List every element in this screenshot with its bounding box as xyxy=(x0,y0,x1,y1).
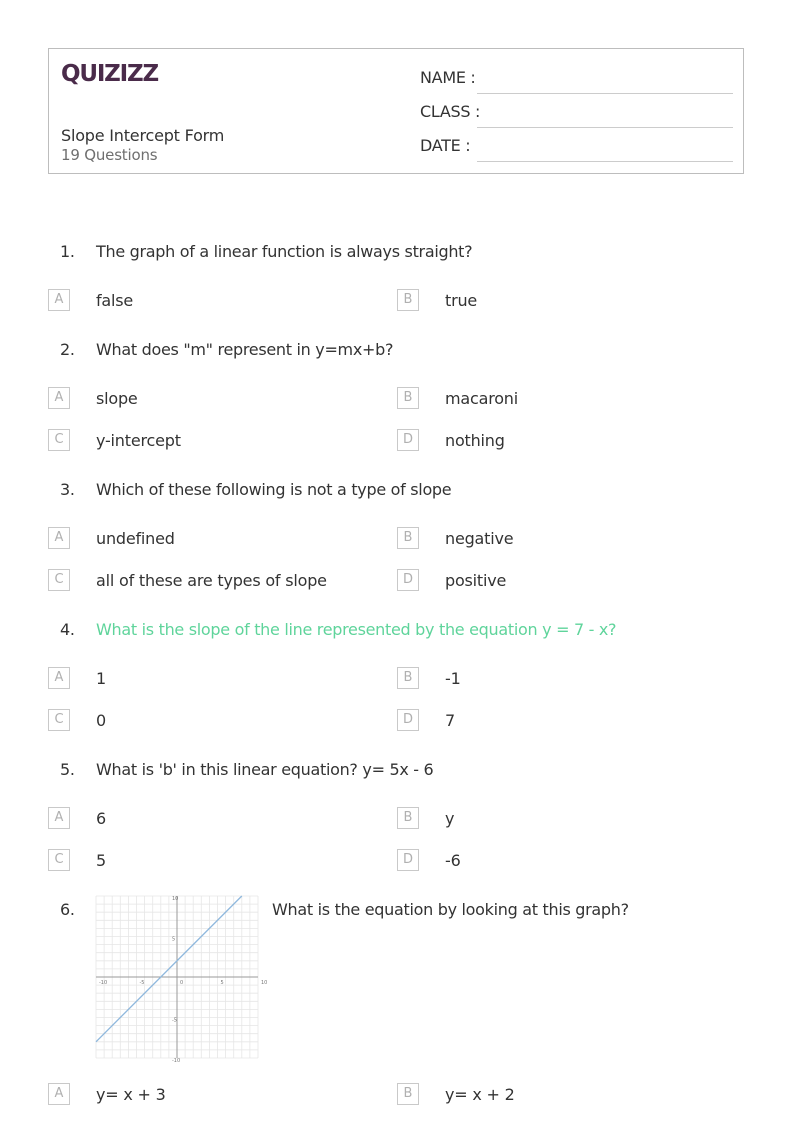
coordinate-graph xyxy=(96,896,268,1064)
date-field[interactable] xyxy=(420,135,733,161)
option-text: true xyxy=(445,291,478,310)
question-text: The graph of a linear function is always straight? xyxy=(96,242,473,261)
option-text: nothing xyxy=(445,431,505,450)
question-number: 1. xyxy=(60,242,75,261)
option-text: 6 xyxy=(96,809,106,828)
option-letter: D xyxy=(397,849,419,871)
svg-text:QUIZIZZ: QUIZIZZ xyxy=(61,61,158,87)
worksheet-title: Slope Intercept Form xyxy=(61,126,225,145)
option-letter: B xyxy=(397,387,419,409)
option-letter: C xyxy=(48,429,70,451)
question-number: 6. xyxy=(60,900,75,919)
option-letter: D xyxy=(397,709,419,731)
x-tick-label: 5 xyxy=(220,980,224,986)
question-count: 19 Questions xyxy=(61,146,158,164)
option-text: 7 xyxy=(445,711,455,730)
option-letter: B xyxy=(397,527,419,549)
option-letter: C xyxy=(48,569,70,591)
option-letter: A xyxy=(48,807,70,829)
option-text: undefined xyxy=(96,529,175,548)
option-text: negative xyxy=(445,529,514,548)
x-tick-label: -5 xyxy=(139,980,145,986)
option-letter: C xyxy=(48,849,70,871)
option-text: y= x + 3 xyxy=(96,1085,166,1104)
date-label: DATE : xyxy=(420,136,471,155)
option-text: y-intercept xyxy=(96,431,181,450)
option-text: -6 xyxy=(445,851,461,870)
question-number: 3. xyxy=(60,480,75,499)
option-letter: B xyxy=(397,807,419,829)
name-label: NAME : xyxy=(420,68,476,87)
option-text: false xyxy=(96,291,134,310)
option-text: 5 xyxy=(96,851,106,870)
option-text: 1 xyxy=(96,669,106,688)
option-letter: C xyxy=(48,709,70,731)
quizizz-logo xyxy=(61,59,158,91)
question-text: What is 'b' in this linear equation? y= 5x - 6 xyxy=(96,760,434,779)
date-line xyxy=(477,161,733,162)
option-letter: B xyxy=(397,1083,419,1105)
y-tick-label: 5 xyxy=(172,936,176,943)
class-field[interactable] xyxy=(420,101,733,127)
question-text: What does "m" represent in y=mx+b? xyxy=(96,340,394,359)
option-text: y xyxy=(445,809,455,828)
option-letter: A xyxy=(48,667,70,689)
class-line xyxy=(477,127,733,128)
option-letter: D xyxy=(397,429,419,451)
y-tick-label: -10 xyxy=(172,1058,181,1064)
option-text: -1 xyxy=(445,669,461,688)
option-text: positive xyxy=(445,571,507,590)
question-text: What is the slope of the line represented by the equation y = 7 - x? xyxy=(96,620,617,639)
option-text: 0 xyxy=(96,711,106,730)
question-number: 2. xyxy=(60,340,75,359)
option-letter: A xyxy=(48,527,70,549)
y-tick-label: 10 xyxy=(172,896,179,902)
option-text: y= x + 2 xyxy=(445,1085,515,1104)
question-text: Which of these following is not a type of slope xyxy=(96,480,452,499)
name-line xyxy=(477,93,733,94)
option-letter: A xyxy=(48,289,70,311)
option-letter: B xyxy=(397,667,419,689)
question-number: 4. xyxy=(60,620,75,639)
y-tick-label: -5 xyxy=(172,1017,177,1024)
class-label: CLASS : xyxy=(420,102,481,121)
option-letter: B xyxy=(397,289,419,311)
question-text: What is the equation by looking at this graph? xyxy=(272,900,629,919)
option-text: macaroni xyxy=(445,389,518,408)
worksheet-header xyxy=(48,48,744,174)
question-number: 5. xyxy=(60,760,75,779)
x-tick-label: 10 xyxy=(261,980,268,986)
x-tick-label: -10 xyxy=(99,980,108,986)
option-text: all of these are types of slope xyxy=(96,571,327,590)
x-tick-label: 0 xyxy=(180,980,184,986)
option-letter: D xyxy=(397,569,419,591)
option-letter: A xyxy=(48,1083,70,1105)
option-text: slope xyxy=(96,389,138,408)
name-field[interactable] xyxy=(420,67,733,93)
option-letter: A xyxy=(48,387,70,409)
